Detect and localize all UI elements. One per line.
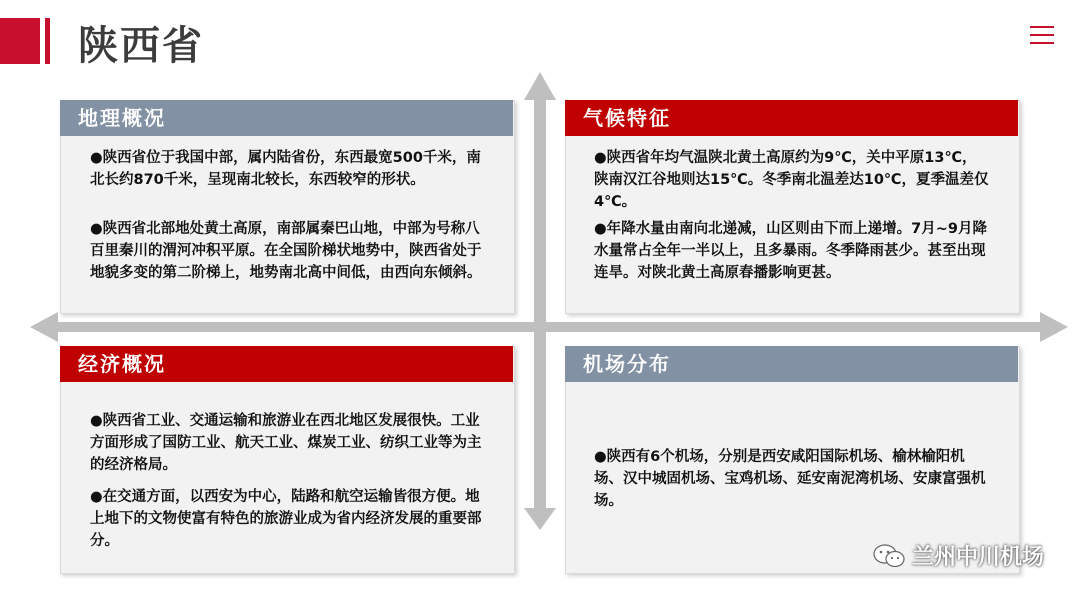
watermark	[872, 540, 1044, 571]
panel-geography-title: 地理概况	[60, 100, 513, 136]
watermark-text: 兰州中川机场	[911, 545, 1044, 570]
page-title: 陕西省	[78, 23, 204, 69]
wechat-icon	[872, 543, 906, 569]
geography-paragraph-1: ●陕西省位于我国中部，属内陆省份，东西最宽500千米，南北长约870千米，呈现南北较长，东西较窄的形状。	[90, 150, 481, 188]
panel-airports-title: 机场分布	[565, 346, 1018, 382]
climate-paragraph-1: ●陕西省年均气温陕北黄土高原约为9℃，关中平原13℃，陕南汉江谷地则达15℃。冬季南北温差达10℃，夏季温差仅4℃。	[594, 150, 989, 210]
geography-paragraph-2: ●陕西省北部地处黄土高原，南部属秦巴山地，中部为号称八百里秦川的渭河冲积平原。在全国阶梯状地势中，陕西省处于地貌多变的第二阶梯上，地势南北高中间低，由西向东倾斜。	[90, 221, 482, 281]
airports-paragraph-1: ●陕西有6个机场，分别是西安咸阳国际机场、榆林榆阳机场、汉中城固机场、宝鸡机场、延安南泥湾机场、安康富强机场。	[594, 449, 986, 509]
horizontal-arrow	[30, 312, 1068, 342]
vertical-arrow	[524, 72, 556, 530]
panel-economy-title: 经济概况	[60, 346, 513, 382]
panel-climate-title: 气候特征	[565, 100, 1018, 136]
climate-paragraph-2: ●年降水量由南向北递减，山区则由下而上递增。7月~9月降水量常占全年一半以上，且多暴雨。冬季降雨甚少。甚至出现连旱。对陕北黄土高原春播影响更甚。	[594, 221, 987, 281]
economy-paragraph-2: ●在交通方面，以西安为中心，陆路和航空运输皆很方便。地上地下的文物使富有特色的旅游业成为省内经济发展的重要部分。	[90, 489, 482, 549]
economy-paragraph-1: ●陕西省工业、交通运输和旅游业在西北地区发展很快。工业方面形成了国防工业、航天工业、煤炭工业、纺织工业等为主的经济格局。	[90, 413, 482, 473]
